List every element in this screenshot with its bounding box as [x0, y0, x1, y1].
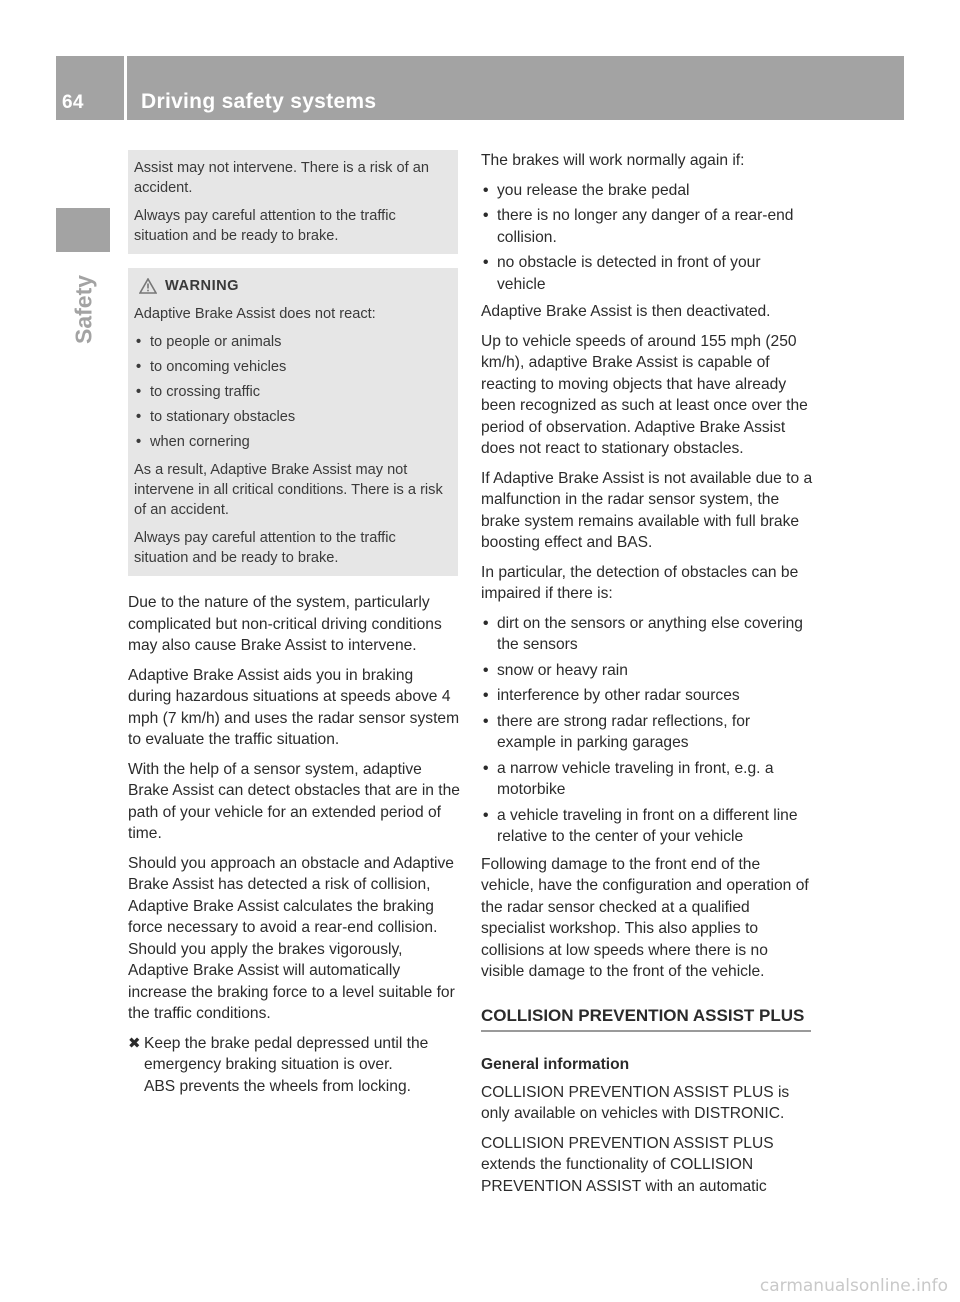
paragraph: With the help of a sensor system, adaptive Brake Assist can detect obstacles that are in the path of your vehicle for an extended period of time.	[128, 760, 460, 842]
warning-triangle-icon	[139, 278, 157, 294]
right-column	[481, 150, 813, 1205]
list-item: • interference by other radar sources	[481, 685, 813, 707]
warning-title-text: WARNING	[165, 278, 240, 294]
instruction-step	[128, 1033, 460, 1098]
left-column	[128, 150, 460, 1097]
paragraph: Due to the nature of the system, particularly complicated but non-critical driving conditions may also cause Brake Assist to intervene.	[128, 594, 442, 654]
warning-text: Always pay careful attention to the traffic situation and be ready to brake.	[134, 208, 396, 244]
paragraph: COLLISION PREVENTION ASSIST PLUS is only available on vehicles with DISTRONIC.	[481, 1083, 790, 1122]
list-item: • no obstacle is detected in front of your vehicle	[481, 252, 813, 295]
list-item: • you release the brake pedal	[481, 180, 813, 202]
side-tab-label: Safety	[70, 274, 97, 344]
warning-box-continued	[128, 150, 458, 254]
paragraph: Adaptive Brake Assist aids you in braking during hazardous situations at speeds above 4 mph (7 km/h) and uses the radar sensor system to evaluate the traffic situation.	[128, 666, 460, 748]
paragraph: In particular, the detection of obstacles can be impaired if there is:	[481, 563, 799, 602]
list-item: • there are strong radar reflections, for example in parking garages	[481, 711, 813, 754]
list-item: • to people or animals	[134, 332, 452, 352]
left-body-text	[128, 592, 460, 1097]
list-item: • to oncoming vehicles	[134, 357, 452, 377]
paragraph: Following damage to the front end of the vehicle, have the configuration and operation of the radar sensor checked at a qualified specialist workshop. This also applies to collisions at low speeds where there is no visible damage to the front of the vehicle.	[481, 855, 809, 980]
section-title: Driving safety systems	[141, 90, 377, 113]
paragraph: Up to vehicle speeds of around 155 mph (250 km/h), adaptive Brake Assist is capable of reacting to moving objects that have already been recognized as such at least once over the period of observation. Adaptive Brake Assist does not react to stationary obstacles.	[481, 332, 808, 457]
list-item: • to stationary obstacles	[134, 407, 452, 427]
paragraph: Should you approach an obstacle and Adaptive Brake Assist has detected a risk of collision, Adaptive Brake Assist calculates the braking force necessary to avoid a rear-end collision. Should you apply the brakes vigorously, Adaptive Brake Assist will automatically increase the braking force to a level suitable for the traffic conditions.	[128, 854, 455, 1022]
warning-box	[128, 268, 458, 576]
paragraph: The brakes will work normally again if:	[481, 152, 745, 169]
list-item: • when cornering	[134, 432, 452, 452]
side-tab-marker	[56, 208, 110, 252]
warning-text: As a result, Adaptive Brake Assist may not intervene in all critical conditions. There is a risk of an accident.	[134, 462, 443, 518]
list-item: • a vehicle traveling in front on a different line relative to the center of your vehicle	[481, 805, 813, 848]
subsection-heading: General information	[481, 1056, 630, 1073]
header-separator	[124, 56, 127, 120]
paragraph: Adaptive Brake Assist is then deactivated.	[481, 303, 771, 320]
paragraph: COLLISION PREVENTION ASSIST PLUS extends the functionality of COLLISION PREVENTION ASSIST with an automatic	[481, 1134, 774, 1195]
warning-text: Assist may not intervene. There is a risk of an accident.	[134, 160, 429, 196]
warning-intro: Adaptive Brake Assist does not react:	[134, 306, 376, 322]
list-item: • dirt on the sensors or anything else covering the sensors	[481, 613, 813, 656]
step-result: ABS prevents the wheels from locking.	[144, 1077, 411, 1095]
step-instruction: Keep the brake pedal depressed until the emergency braking situation is over.	[144, 1034, 429, 1073]
warning-title	[134, 276, 452, 296]
list-item: • a narrow vehicle traveling in front, e.g. a motorbike	[481, 758, 813, 801]
warning-text: Always pay careful attention to the traffic situation and be ready to brake.	[134, 530, 396, 566]
paragraph: If Adaptive Brake Assist is not available due to a malfunction in the radar sensor system, the brake system remains available with full brake boosting effect and BAS.	[481, 469, 813, 551]
watermark: carmanualsonline.info	[759, 1276, 948, 1296]
section-heading: COLLISION PREVENTION ASSIST PLUS	[481, 1005, 811, 1033]
warning-bullet-list	[134, 332, 452, 452]
list-item: • to crossing traffic	[134, 382, 452, 402]
bullet-list	[481, 613, 813, 848]
list-item: • there is no longer any danger of a rear-end collision.	[481, 205, 813, 248]
page-number: 64	[62, 92, 84, 113]
bullet-list	[481, 180, 813, 296]
step-arrow-icon: ✖	[128, 1034, 141, 1052]
list-item: • snow or heavy rain	[481, 660, 813, 682]
